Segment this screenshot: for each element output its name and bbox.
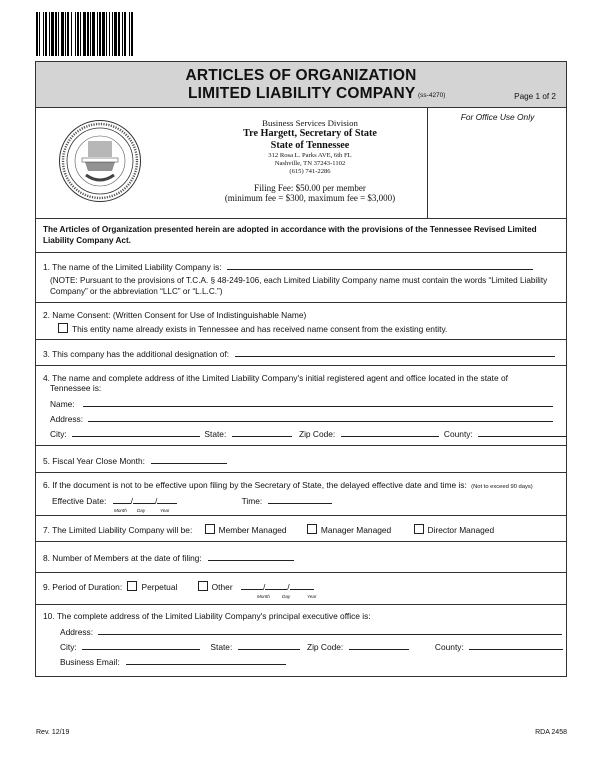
s2-checkbox-label: This entity name already exists in Tennessee and has received name consent from the existing entity. [72,324,448,334]
duration-year-field[interactable] [290,581,314,590]
office-state-label: State: [210,642,233,652]
other-duration-checkbox[interactable] [198,581,208,591]
intro-text: The Articles of Organization presented herein are adopted in accordance with the provisions of the Tennessee Revised Limited Liability Company Act. [36,219,566,253]
secretary-name: Tre Hargett, Secretary of State [243,128,377,139]
section-1 [36,253,566,303]
section-4 [36,366,566,446]
office-address-label: Address: [60,627,94,637]
s9-label: 9. Period of Duration: [43,582,123,592]
s6-limit: (Not to exceed 90 days) [471,484,533,490]
page-number: Page 1 of 2 [514,92,556,101]
office-phone: (615) 741-2286 [289,168,331,176]
agent-zip-field[interactable] [341,428,439,437]
office-county-label: County: [434,642,464,652]
section-10 [36,605,566,676]
agent-county-field[interactable] [478,428,566,437]
form-header [36,108,566,219]
business-email-field[interactable] [126,656,286,665]
state-seal-icon [58,119,142,203]
barcode [36,12,204,56]
effective-year-field[interactable] [157,495,177,504]
office-state-field[interactable] [238,641,300,650]
section-3 [36,340,566,366]
manager-managed-label: Manager Managed [320,525,392,535]
s4-label-1: 4. The name and complete address of ithe Limited Liability Company's initial registered agent and office located in the state of [43,373,508,383]
effective-month-field[interactable] [113,495,131,504]
section-2 [36,303,566,340]
agent-address-field[interactable] [88,413,553,422]
effective-date-label: Effective Date: [52,496,107,506]
title-band [36,62,566,108]
duration-day-field[interactable] [265,581,287,590]
effective-day-field[interactable] [133,495,155,504]
agent-zip-label: Zip Code: [298,429,336,439]
form-id: RDA 2458 [535,729,567,736]
agent-name-field[interactable] [83,398,553,407]
agent-name-label: Name: [50,399,75,409]
fee-range: (minimum fee = $300, maximum fee = $3,000) [224,193,396,204]
office-county-field[interactable] [469,641,563,650]
section-5 [36,446,566,473]
form-title-line1: ARTICLES OF ORGANIZATION [185,67,417,84]
member-managed-checkbox[interactable] [205,524,215,534]
section-9: 9. Period of Duration: Perpetual Other / / Month Day Year [36,573,566,605]
member-count-field[interactable] [208,552,294,561]
section-7 [36,516,566,542]
office-zip-label: Zip Code: [306,642,344,652]
s6-month-caption: Month [114,508,127,513]
s2-label: 2. Name Consent: (Written Consent for Use of Indistinguishable Name) [43,310,307,320]
s9-month-caption: Month [257,594,270,599]
agent-county-label: County: [443,429,473,439]
agent-state-field[interactable] [232,428,292,437]
director-managed-label: Director Managed [427,525,495,535]
agency-info [186,118,434,204]
manager-managed-checkbox[interactable] [307,524,317,534]
s6-year-caption: Year [160,508,170,513]
office-use-box [427,108,567,218]
company-name-field[interactable] [227,261,533,270]
s7-label: 7. The Limited Liability Company will be: [43,525,193,535]
office-address-2: Nashville, TN 37243-1102 [274,160,346,168]
section-8 [36,542,566,573]
agent-state-label: State: [204,429,227,439]
s8-label: 8. Number of Members at the date of filing: [43,553,202,563]
office-address-field[interactable] [98,626,562,635]
perpetual-checkbox[interactable] [127,581,137,591]
agent-city-field[interactable] [72,428,200,437]
s9-year-caption: Year [307,594,317,599]
duration-month-field[interactable] [241,581,263,590]
section-6: 6. If the document is not to be effective upon filing by the Secretary of State, the delayed effective date and time is: (Not to exceed 90 days) Effective Date: / / Time: Month Day Year [36,473,566,516]
s5-label: 5. Fiscal Year Close Month: [43,456,145,466]
agent-city-label: City: [50,429,67,439]
s4-label-2: Tennessee is: [50,383,102,393]
filing-fee: Filing Fee: $50.00 per member [254,182,366,193]
office-city-label: City: [60,642,77,652]
form-code: (ss-4270) [418,92,446,99]
form-title-line2: LIMITED LIABILITY COMPANY [188,85,416,102]
member-managed-label: Member Managed [218,525,287,535]
s3-label: 3. This company has the additional designation of: [43,349,230,359]
state-name: State of Tennessee [270,140,350,151]
s6-label: 6. If the document is not to be effective upon filing by the Secretary of State, the delayed effective date and time is: [43,480,467,490]
s1-label: 1. The name of the Limited Liability Company is: [43,262,222,272]
s10-label: 10. The complete address of the Limited Liability Company's principal executive office is: [43,611,371,621]
s6-day-caption: Day [137,508,146,513]
revision-date: Rev. 12/19 [36,729,70,736]
s1-note: (NOTE: Pursuant to the provisions of T.C.A. § 48-249-106, each Limited Liability Company name must contain the words “Limited Liability Company” or the abbreviation “LLC” or “L.L.C.”) [50,276,548,296]
agent-address-label: Address: [50,414,84,424]
division-name: Business Services Division [262,118,358,128]
form [35,61,567,677]
perpetual-label: Perpetual [141,582,178,592]
other-duration-label: Other [211,582,233,592]
name-consent-checkbox[interactable] [58,323,68,333]
fiscal-month-field[interactable] [151,455,227,464]
designation-field[interactable] [235,348,555,357]
director-managed-checkbox[interactable] [414,524,424,534]
office-use-label: For Office Use Only [460,112,535,122]
s9-day-caption: Day [282,594,291,599]
effective-time-field[interactable] [268,495,332,504]
business-email-label: Business Email: [60,657,120,667]
effective-time-label: Time: [241,496,263,506]
office-zip-field[interactable] [349,641,409,650]
office-city-field[interactable] [82,641,200,650]
office-address-1: 312 Rosa L. Parks AVE, 6th FL [268,152,352,159]
